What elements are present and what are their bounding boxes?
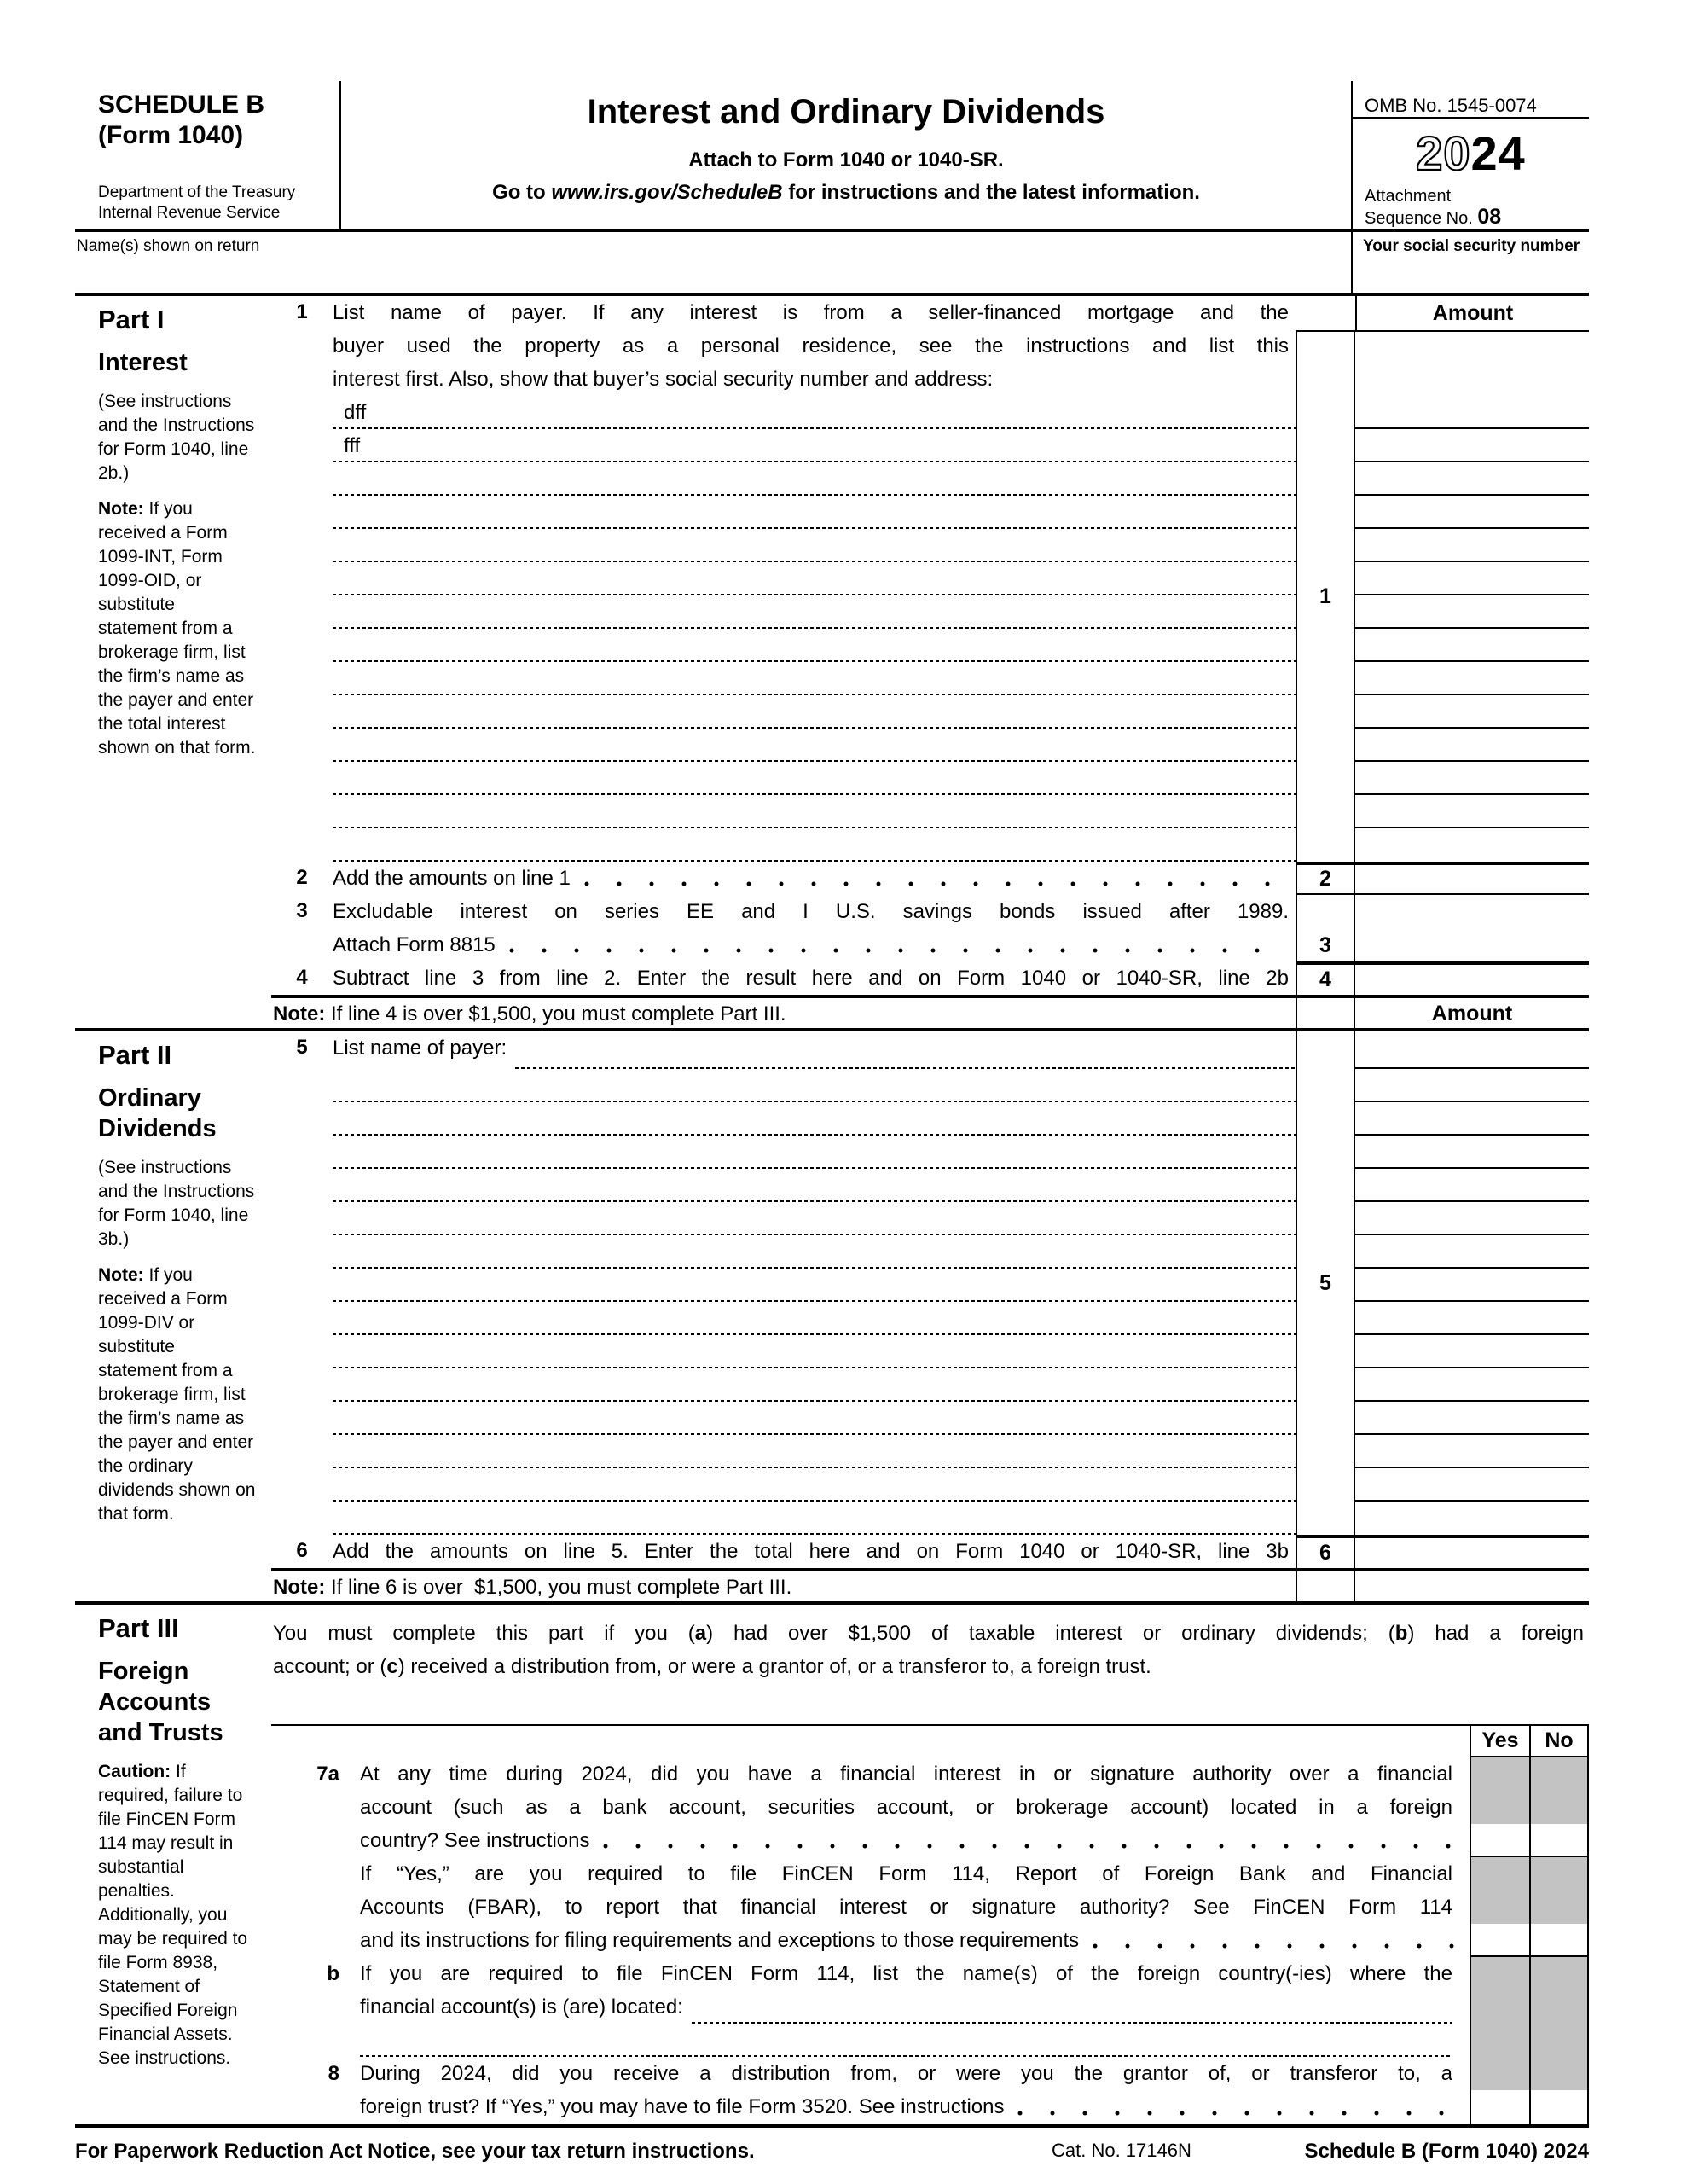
q7a-fbar-no-cell[interactable] bbox=[1531, 1924, 1587, 1957]
part2-payer-row-13[interactable] bbox=[333, 1468, 1296, 1502]
part1-line1-amount-12[interactable] bbox=[1355, 762, 1589, 795]
part1-payer-row-6[interactable] bbox=[333, 562, 1296, 595]
attachment-sequence: Attachment Sequence No. 08 bbox=[1365, 187, 1502, 229]
line1-instruction-1: List name of payer. If any interest is from a seller-financed mortgage and the bbox=[333, 301, 1289, 324]
dot-leaders bbox=[509, 948, 1287, 953]
no-shaded-2 bbox=[1531, 1857, 1587, 1924]
no-shaded-3 bbox=[1531, 1957, 1587, 2090]
form-footer bbox=[75, 2140, 1589, 2164]
part1-interest bbox=[75, 293, 1589, 1028]
part2-amount-header: Amount bbox=[1431, 1002, 1513, 1025]
line4-row bbox=[271, 961, 1589, 995]
line1-region bbox=[271, 296, 1589, 862]
part1-payer-row-11[interactable] bbox=[333, 729, 1296, 762]
line3-number: 3 bbox=[296, 899, 308, 922]
name-field[interactable]: Name(s) shown on return bbox=[77, 237, 260, 255]
footer-form-id: Schedule B (Form 1040) 2024 bbox=[1304, 2140, 1589, 2163]
part1-title: Interest bbox=[98, 349, 188, 376]
part2-line5-amount-10[interactable] bbox=[1355, 1335, 1589, 1368]
part1-main bbox=[271, 296, 1589, 1028]
part2-payer-row-11[interactable] bbox=[333, 1402, 1296, 1435]
part3-title: Foreign Accounts and Trusts bbox=[98, 1658, 223, 1746]
part3-sidebar bbox=[75, 1605, 271, 2124]
line4-amount-cell[interactable] bbox=[1355, 961, 1589, 995]
part1-payer-row-14[interactable] bbox=[333, 828, 1296, 862]
line2-amount-cell[interactable] bbox=[1355, 862, 1589, 895]
part1-line1-amount-4[interactable] bbox=[1355, 496, 1589, 529]
part1-line1-amount-1[interactable] bbox=[1355, 332, 1589, 429]
part2-payer-row-7[interactable] bbox=[333, 1269, 1296, 1302]
form-number-label: (Form 1040) bbox=[98, 121, 244, 149]
dot-leaders bbox=[1017, 2111, 1461, 2116]
part2-payer-row-4[interactable] bbox=[333, 1169, 1296, 1202]
line6-box-number: 6 bbox=[1296, 1535, 1355, 1568]
line4-box-number: 4 bbox=[1296, 961, 1355, 995]
no-shaded-1 bbox=[1531, 1757, 1587, 1824]
part2-payer-row-8[interactable] bbox=[333, 1302, 1296, 1335]
department-label: Department of the Treasury Internal Revenue Service bbox=[98, 183, 296, 222]
irs-url: www.irs.gov/ScheduleB bbox=[551, 181, 783, 204]
q7a-fbar-yes-cell[interactable] bbox=[1471, 1924, 1529, 1957]
part1-note-row bbox=[271, 995, 1589, 1028]
form-id-block bbox=[75, 81, 341, 229]
line6-amount-cell[interactable] bbox=[1355, 1535, 1589, 1568]
q8-yes-cell[interactable] bbox=[1471, 2090, 1529, 2124]
line6-number: 6 bbox=[296, 1539, 308, 1562]
omb-number: OMB No. 1545-0074 bbox=[1353, 81, 1589, 119]
payer-entry-line[interactable] bbox=[515, 1067, 1296, 1069]
yes-shaded-2 bbox=[1471, 1857, 1529, 1924]
part1-line1-amount-6[interactable] bbox=[1355, 562, 1589, 595]
part3-caution: Caution: If required, failure to file FinCEN Form 114 may result in substantial penalties. Additionally, you may be required to file Form 8938, Statement of Specified Foreign Financial Assets. See instructions. bbox=[98, 1762, 248, 2068]
line3-text: Excludable interest on series EE and I U.S. savings bonds issued after 1989. Attach Form 8815 bbox=[333, 900, 1289, 956]
part2-line5-amount-15[interactable] bbox=[1355, 1502, 1589, 1535]
part3-main bbox=[271, 1605, 1589, 2124]
question-column: 7a At any time during 2024, did you have a financial interest in or signature authority over a financial account (such as a bank account, securities account, or brokerage account) located in a foreign country? See instructions If “Yes,” are you required to file FinCEN Form 114, Report of Foreign Bank and Financial Accounts (FBAR), to report that financial interest or signature authority? See FinCEN Form 114 and its instructions for filing requirements and exceptions to those requirements b If you are required to file FinCEN Form 114, list the name(s) of the foreign country(-ies) where the financial account(s) is (are) located: 8 During 2024, did you receive a distribution from, or were you the grantor of, or transferor to, a foreign trust? If “Yes,” you may have to file Form 3520. See instructions bbox=[271, 1757, 1470, 2124]
part2-line5-amount-14[interactable] bbox=[1355, 1468, 1589, 1502]
q7a-no-cell[interactable] bbox=[1531, 1824, 1587, 1857]
part2-label: Part II bbox=[98, 1040, 172, 1070]
line5-number: 5 bbox=[296, 1036, 308, 1059]
line2-text: Add the amounts on line 1 bbox=[333, 862, 1296, 895]
line6-note: Note: If line 6 is over $1,500, you must complete Part III. bbox=[273, 1576, 792, 1599]
part2-payer-row-6[interactable] bbox=[333, 1235, 1296, 1269]
yes-shaded-3 bbox=[1471, 1957, 1529, 2090]
part2-payer-row-14[interactable] bbox=[333, 1502, 1296, 1535]
part2-line5-amount-1[interactable] bbox=[1355, 1031, 1589, 1069]
part1-sidebar-note: Note: If you received a Form 1099-INT, Form 1099-OID, or substitute statement from a brokerage firm, list the firm’s name as the payer and enter the total interest shown on that form. bbox=[98, 499, 256, 758]
part1-label: Part I bbox=[98, 305, 165, 334]
part3-label: Part III bbox=[98, 1613, 179, 1643]
part1-payer-row-7[interactable] bbox=[333, 595, 1296, 629]
ssn-field[interactable]: Your social security number bbox=[1351, 232, 1589, 293]
line2-row bbox=[271, 862, 1589, 895]
form-title: Interest and Ordinary Dividends bbox=[587, 93, 1105, 131]
part2-see-instructions: (See instructions and the Instructions for Form 1040, line 3b.) bbox=[98, 1158, 255, 1249]
name-ssn-row bbox=[75, 232, 1589, 293]
line1-instruction-3: interest first. Also, show that buyer’s social security number and address: bbox=[333, 368, 994, 391]
part2-sidebar-note: Note: If you received a Form 1099-DIV or substitute statement from a brokerage firm, list the firm’s name as the payer and enter the ordinary dividends shown on that form. bbox=[98, 1265, 256, 1524]
part1-line1-amount-7[interactable] bbox=[1355, 595, 1589, 629]
tax-year: 2024 bbox=[1416, 126, 1526, 180]
part2-line5-amount-2[interactable] bbox=[1355, 1069, 1589, 1102]
part2-line5-amount-3[interactable] bbox=[1355, 1102, 1589, 1136]
q7b-number: b bbox=[327, 1962, 339, 1985]
part1-line1-amount-8[interactable] bbox=[1355, 629, 1589, 662]
part3-foreign-accounts bbox=[75, 1601, 1589, 2128]
part1-line1-amount-9[interactable] bbox=[1355, 662, 1589, 695]
attach-instruction: Attach to Form 1040 or 1040-SR. bbox=[688, 148, 1004, 171]
part2-ordinary-dividends bbox=[75, 1028, 1589, 1601]
line5-text-and-payers: List name of payer: bbox=[333, 1031, 1296, 1535]
part2-payer-row-12[interactable] bbox=[333, 1435, 1296, 1468]
omb-year-block bbox=[1351, 81, 1589, 229]
part2-line5-amount-5[interactable] bbox=[1355, 1169, 1589, 1202]
part2-payer-row-1[interactable] bbox=[333, 1069, 1296, 1102]
line5-box-number: 5 bbox=[1296, 1031, 1355, 1535]
line3-row bbox=[271, 895, 1589, 961]
part1-line1-amount-11[interactable] bbox=[1355, 729, 1589, 762]
part1-payer-row-4[interactable] bbox=[333, 496, 1296, 529]
part2-main bbox=[271, 1031, 1589, 1601]
yes-column-header: Yes bbox=[1470, 1726, 1529, 1757]
part1-payer-row-9[interactable] bbox=[333, 662, 1296, 695]
dot-leaders bbox=[1093, 1943, 1461, 1949]
line1-number: 1 bbox=[296, 300, 308, 323]
line4-note: Note: If line 4 is over $1,500, you must complete Part III. bbox=[273, 1002, 786, 1025]
part2-line5-amount-7[interactable] bbox=[1355, 1235, 1589, 1269]
part1-line1-amount-10[interactable] bbox=[1355, 695, 1589, 729]
part2-payer-list bbox=[333, 1069, 1296, 1535]
part1-line1-amount-5[interactable] bbox=[1355, 529, 1589, 562]
part1-payer-row-2[interactable]: fff bbox=[333, 429, 1296, 462]
part2-line5-amount-12[interactable] bbox=[1355, 1402, 1589, 1435]
part2-line5-amount-8[interactable] bbox=[1355, 1269, 1589, 1302]
line4-number: 4 bbox=[296, 966, 308, 989]
part2-payer-row-2[interactable] bbox=[333, 1102, 1296, 1136]
part2-sidebar bbox=[75, 1031, 271, 1601]
part2-line5-amount-4[interactable] bbox=[1355, 1136, 1589, 1169]
q7a-yes-cell[interactable] bbox=[1471, 1824, 1529, 1857]
line6-text: Add the amounts on line 5. Enter the total here and on Form 1040 or 1040-SR, line 3b bbox=[333, 1540, 1289, 1563]
schedule-label: SCHEDULE B bbox=[98, 90, 265, 119]
line1-box-number: 1 bbox=[1296, 332, 1355, 862]
part2-payer-row-5[interactable] bbox=[333, 1202, 1296, 1235]
q8-number: 8 bbox=[328, 2062, 339, 2085]
part1-payer-row-8[interactable] bbox=[333, 629, 1296, 662]
part1-line1-amount-2[interactable] bbox=[1355, 429, 1589, 462]
line6-row bbox=[271, 1535, 1589, 1568]
part2-line5-amount-11[interactable] bbox=[1355, 1368, 1589, 1402]
part1-line1-amounts bbox=[1355, 332, 1589, 862]
part1-payer-row-5[interactable] bbox=[333, 529, 1296, 562]
line2-number: 2 bbox=[296, 866, 308, 889]
line1-instruction-2: buyer used the property as a personal residence, see the instructions and list this bbox=[333, 334, 1289, 357]
part1-payer-row-1[interactable]: dff bbox=[333, 396, 1296, 429]
q8-no-cell[interactable] bbox=[1531, 2090, 1587, 2124]
q7a-number: 7a bbox=[316, 1763, 339, 1786]
part1-payer-row-12[interactable] bbox=[333, 762, 1296, 795]
dot-leaders bbox=[603, 1844, 1461, 1849]
part1-payer-row-10[interactable] bbox=[333, 695, 1296, 729]
schedule-b-form bbox=[75, 81, 1589, 2164]
line3-box-number: 3 bbox=[1296, 895, 1355, 961]
part1-line1-amount-3[interactable] bbox=[1355, 462, 1589, 496]
line1-text-and-payers bbox=[333, 296, 1296, 862]
part2-line5-amount-13[interactable] bbox=[1355, 1435, 1589, 1468]
part1-see-instructions: (See instructions and the Instructions for Form 1040, line 2b.) bbox=[98, 392, 255, 483]
part3-intro: You must complete this part if you (a) had over $1,500 of taxable interest or ordinary dividends; (b) had a foreign account; or (c) received a distribution from, or were a grantor of, or a transferor to, a foreign trust. bbox=[273, 1622, 1584, 1678]
line3-amount-cell[interactable] bbox=[1355, 895, 1589, 961]
part2-title: Ordinary Dividends bbox=[98, 1084, 217, 1142]
part2-note-row bbox=[271, 1568, 1589, 1601]
catalog-number: Cat. No. 17146N bbox=[1052, 2140, 1191, 2161]
part2-line5-amount-6[interactable] bbox=[1355, 1202, 1589, 1235]
form-header bbox=[75, 81, 1589, 232]
part1-line1-amount-14[interactable] bbox=[1355, 828, 1589, 862]
part1-amount-header-row bbox=[1296, 296, 1589, 332]
paperwork-notice: For Paperwork Reduction Act Notice, see your tax return instructions. bbox=[75, 2140, 755, 2163]
country-entry-line[interactable] bbox=[692, 2022, 1452, 2024]
part1-sidebar bbox=[75, 296, 271, 1028]
goto-instruction: Go to www.irs.gov/ScheduleB for instructions and the latest information. bbox=[492, 181, 1200, 204]
part2-payer-row-9[interactable] bbox=[333, 1335, 1296, 1368]
part1-payer-row-13[interactable] bbox=[333, 795, 1296, 828]
line4-text: Subtract line 3 from line 2. Enter the result here and on Form 1040 or 1040-SR, line 2b bbox=[333, 967, 1289, 990]
dot-leaders bbox=[584, 881, 1287, 886]
line5-region bbox=[271, 1031, 1589, 1535]
no-column bbox=[1529, 1757, 1589, 2124]
yes-column bbox=[1470, 1757, 1529, 2124]
part2-line5-amounts bbox=[1355, 1031, 1589, 1535]
part2-line5-amount-9[interactable] bbox=[1355, 1302, 1589, 1335]
part1-amount-column bbox=[1296, 296, 1589, 862]
yes-no-header bbox=[271, 1724, 1589, 1757]
part2-payer-row-10[interactable] bbox=[333, 1368, 1296, 1402]
part3-questions bbox=[271, 1757, 1589, 2124]
form-title-block bbox=[341, 81, 1351, 229]
part1-line1-amount-13[interactable] bbox=[1355, 795, 1589, 828]
part1-amount-header: Amount bbox=[1355, 296, 1589, 330]
no-column-header: No bbox=[1529, 1726, 1589, 1757]
yes-shaded-1 bbox=[1471, 1757, 1529, 1824]
line2-box-number: 2 bbox=[1296, 862, 1355, 895]
part1-payer-list bbox=[333, 396, 1296, 862]
part2-payer-row-3[interactable] bbox=[333, 1136, 1296, 1169]
part1-payer-row-3[interactable] bbox=[333, 462, 1296, 496]
